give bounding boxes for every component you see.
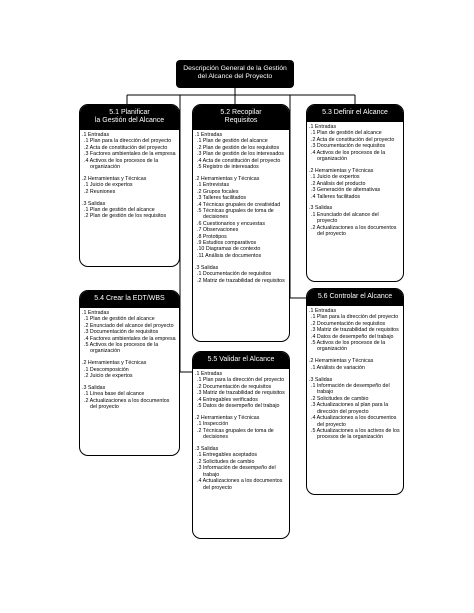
process-section xyxy=(195,415,286,441)
process-body xyxy=(193,369,289,498)
process-section xyxy=(309,205,400,237)
section-item: .2 Documentación de requisitos xyxy=(311,320,386,327)
section-item: .4 Actualizaciones a los documentos del proyecto xyxy=(311,415,397,428)
section-item: .1 Línea base del alcance xyxy=(84,391,145,398)
section-title: .2 Herramientas y Técnicas xyxy=(309,358,374,365)
process-section xyxy=(82,176,176,195)
section-item: .2 Matriz de trazabilidad de requisitos xyxy=(197,277,285,284)
section-item: .4 Actualizaciones a los documentos del proyecto xyxy=(197,478,283,491)
section-item: .2 Plan de gestión de los requisitos xyxy=(84,213,167,220)
section-title: .2 Herramientas y Técnicas xyxy=(309,167,374,174)
process-section xyxy=(82,360,176,379)
process-box-5-5 xyxy=(192,351,290,539)
section-item: .4 Activos de los procesos de la organización xyxy=(311,149,386,163)
section-item: .1 Plan de gestión del alcance xyxy=(311,130,382,137)
process-section xyxy=(195,265,286,284)
section-item: .1 Enunciado del alcance del proyecto xyxy=(311,211,379,225)
section-item: .2 Actualizaciones a los documentos del proyecto xyxy=(84,397,170,411)
process-section xyxy=(309,377,400,441)
process-body xyxy=(307,306,403,448)
section-item: .6 Cuestionarios y encuestas xyxy=(197,220,266,227)
process-box-5-3 xyxy=(306,104,404,282)
process-body xyxy=(307,122,403,245)
section-item: .3 Actualizaciones al plan para la dirección del proyecto xyxy=(311,402,389,415)
section-item: .2 Solicitudes de cambio xyxy=(197,458,255,465)
process-section xyxy=(82,132,176,170)
section-item: .2 Acta de constitución del proyecto xyxy=(311,136,395,143)
section-item: .1 Juicio de expertos xyxy=(311,174,360,181)
section-item: .1 Inspección xyxy=(197,421,229,428)
section-item: .9 Estudios comparativos xyxy=(197,240,257,246)
section-title: .3 Salidas xyxy=(82,200,106,207)
section-title: .2 Herramientas y Técnicas xyxy=(195,175,260,182)
process-box-5-4 xyxy=(79,290,180,456)
section-item: .2 Enunciado del alcance del proyecto xyxy=(84,322,174,329)
section-item: .3 Generación de alternativas xyxy=(311,187,381,194)
process-section xyxy=(309,168,400,200)
section-item: .2 Análisis del producto xyxy=(311,180,366,187)
section-item: .2 Grupos focales xyxy=(197,188,239,195)
process-body xyxy=(80,308,179,418)
process-section xyxy=(195,371,286,409)
process-section xyxy=(82,310,176,355)
section-item: .1 Información de desempeño del trabajo xyxy=(311,383,390,396)
section-item: .3 Documentación de requisitos xyxy=(311,143,386,150)
section-item: .1 Plan para la dirección del proyecto xyxy=(197,377,285,384)
section-item: .3 Plan de gestión de los interesados xyxy=(197,151,284,158)
section-item: .5 Activos de los procesos de la organización xyxy=(84,342,159,355)
section-item: .1 Plan para la dirección del proyecto xyxy=(84,138,172,145)
section-item: .2 Solicitudes de cambio xyxy=(311,395,369,402)
section-item: .3 Talleres facilitados xyxy=(197,195,247,202)
section-item: .7 Observaciones xyxy=(197,227,239,234)
section-item: .1 Descomposición xyxy=(84,366,129,373)
section-item: .3 Matriz de trazabilidad de requisitos xyxy=(311,327,399,334)
section-item: .4 Datos de desempeño del trabajo xyxy=(311,333,394,340)
section-item: .2 Plan de gestión de los requisitos xyxy=(197,144,280,151)
section-title: .3 Salidas xyxy=(195,446,219,453)
process-box-5-6 xyxy=(306,288,404,495)
section-title: .2 Herramientas y Técnicas xyxy=(82,360,147,367)
process-section xyxy=(195,176,286,259)
section-title: .3 Salidas xyxy=(309,376,333,383)
section-item: .1 Plan de gestión del alcance xyxy=(197,138,268,145)
process-box-5-1 xyxy=(79,104,180,267)
section-item: .3 Factores ambientales de la empresa xyxy=(84,151,176,158)
section-item: .11 Análisis de documentos xyxy=(197,252,262,259)
process-section xyxy=(82,385,176,411)
section-item: .4 Factores ambientales de la empresa xyxy=(84,335,176,342)
section-title: .2 Herramientas y Técnicas xyxy=(195,414,260,421)
process-title: 5.1 Planificar la Gestión del Alcance xyxy=(80,105,179,130)
process-body xyxy=(80,130,179,227)
process-title: 5.6 Controlar el Alcance xyxy=(307,289,403,306)
section-title: .1 Entradas xyxy=(309,124,337,130)
process-title: 5.3 Definir el Alcance xyxy=(307,105,403,122)
section-item: .2 Juicio de expertos xyxy=(84,373,133,380)
process-title: 5.4 Crear la EDT/WBS xyxy=(80,291,179,308)
section-title: .1 Entradas xyxy=(82,310,110,316)
section-title: .1 Entradas xyxy=(195,132,223,138)
process-section xyxy=(195,132,286,170)
section-item: .3 Matriz de trazabilidad de requisitos xyxy=(197,390,285,397)
section-item: .10 Diagramas de contexto xyxy=(197,246,261,253)
section-item: .5 Datos de desempeño del trabajo xyxy=(197,403,280,410)
section-item: .4 Talleres facilitados xyxy=(311,193,361,200)
section-item: .2 Actualizaciones a los documentos del proyecto xyxy=(311,224,397,238)
section-item: .5 Activos de los procesos de la organización xyxy=(311,340,386,353)
section-item: .4 Entregables verificados xyxy=(197,396,258,403)
section-item: .4 Técnicas grupales de creatividad xyxy=(197,201,281,208)
section-item: .2 Acta de constitución del proyecto xyxy=(84,144,168,151)
section-title: .1 Entradas xyxy=(195,371,223,377)
process-section xyxy=(82,201,176,220)
process-section xyxy=(195,446,286,491)
section-item: .3 Documentación de requisitos xyxy=(84,329,159,336)
section-item: .4 Acta de constitución del proyecto xyxy=(197,157,281,164)
section-item: .4 Activos de los procesos de la organización xyxy=(84,157,159,171)
section-item: .1 Análisis de variación xyxy=(311,364,365,371)
section-item: .1 Plan de gestión del alcance xyxy=(84,316,155,323)
section-title: .1 Entradas xyxy=(309,308,337,314)
process-section xyxy=(309,124,400,162)
process-title: 5.2 Recopilar Requisitos xyxy=(193,105,289,130)
section-item: .1 Entrevistas xyxy=(197,182,230,189)
section-item: .1 Juicio de expertos xyxy=(84,182,133,189)
process-box-5-2 xyxy=(192,104,290,342)
section-item: .5 Actualizaciones a los activos de los procesos de la organización xyxy=(311,427,400,441)
section-item: .5 Registro de interesados xyxy=(197,164,259,171)
section-title: .3 Salidas xyxy=(309,205,333,212)
root-title-box: Descripción General de la Gestión del Alcance del Proyecto xyxy=(176,60,294,88)
section-title: .3 Salidas xyxy=(82,385,106,392)
section-title: .1 Entradas xyxy=(82,132,110,138)
process-title: 5.5 Validar el Alcance xyxy=(193,352,289,369)
section-title: .3 Salidas xyxy=(195,264,219,271)
process-body xyxy=(193,130,289,291)
section-item: .5 Técnicas grupales de toma de decisiones xyxy=(197,207,274,221)
section-item: .1 Plan para la dirección del proyecto xyxy=(311,314,399,321)
section-item: .1 Plan de gestión del alcance xyxy=(84,207,155,214)
section-item: .2 Técnicas grupales de toma de decisiones xyxy=(197,427,274,441)
section-title: .2 Herramientas y Técnicas xyxy=(82,175,147,182)
process-section xyxy=(309,358,400,371)
section-item: .2 Reuniones xyxy=(84,188,116,195)
section-item: .8 Prototipos xyxy=(197,233,227,240)
section-item: .1 Documentación de requisitos xyxy=(197,271,272,278)
section-item: .1 Entregables aceptados xyxy=(197,452,258,459)
section-item: .2 Documentación de requisitos xyxy=(197,383,272,390)
section-item: .3 Información de desempeño del trabajo xyxy=(197,465,276,478)
process-section xyxy=(309,308,400,353)
